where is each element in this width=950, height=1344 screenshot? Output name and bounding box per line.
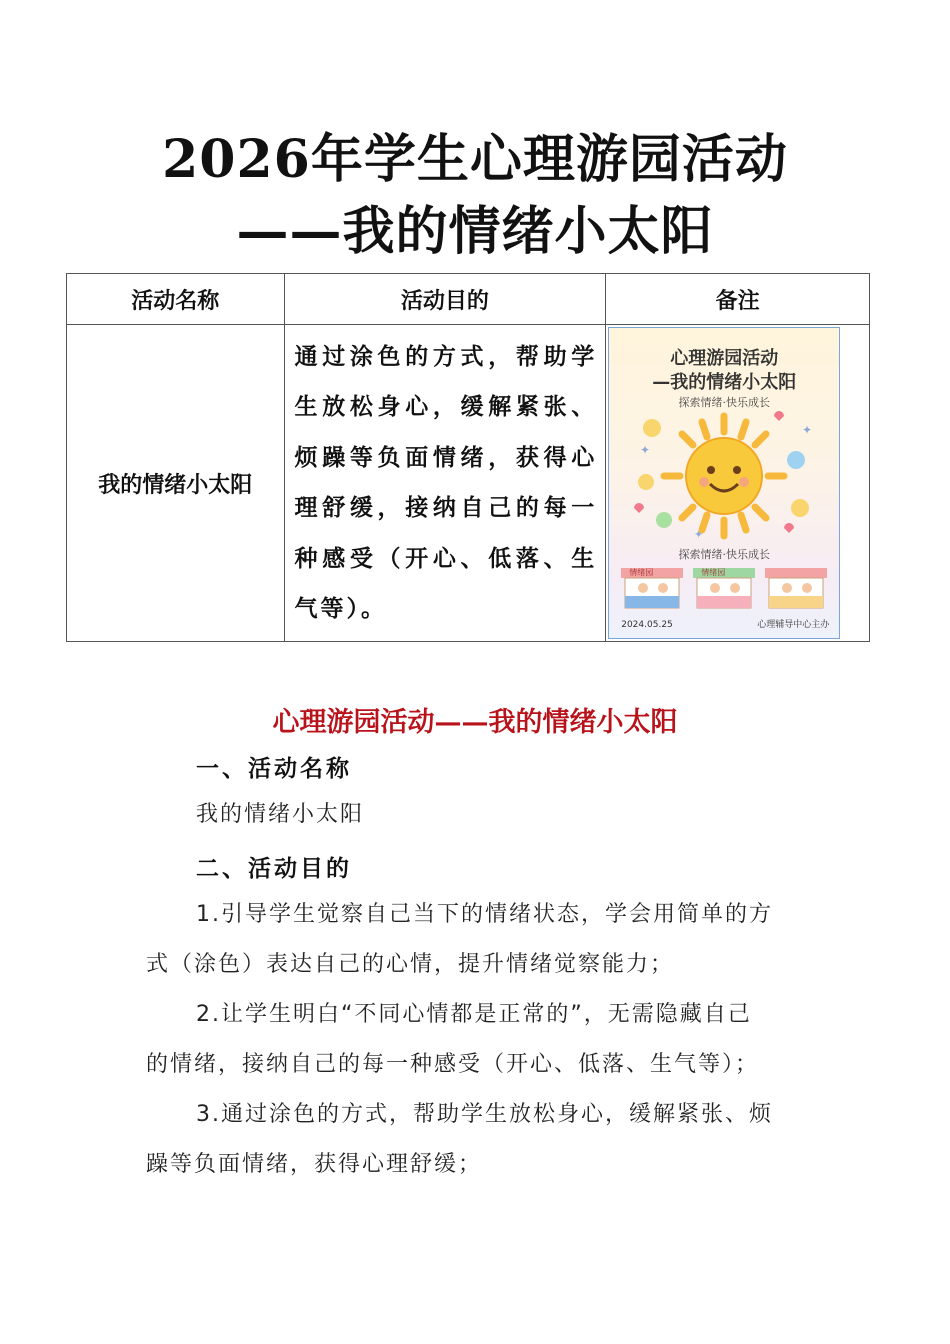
- goal-2-line-1: 2.让学生明白“不同心情都是正常的”，无需隐藏自己: [196, 1002, 752, 1027]
- header-activity-name: 活动名称: [67, 274, 285, 325]
- poster-title-1: 心理游园活动: [670, 348, 779, 369]
- sun-illustration-icon: [624, 408, 824, 543]
- header-notes: 备注: [606, 274, 870, 325]
- cell-activity-name: 我的情绪小太阳: [67, 325, 285, 642]
- poster-host: 心理辅导中心主办: [757, 620, 830, 630]
- poster-subtitle: 探索情绪·快乐成长: [678, 396, 770, 409]
- header-activity-goal: 活动目的: [284, 274, 606, 325]
- svg-text:✦: ✦: [694, 528, 704, 541]
- booth-label-2: 情绪园: [701, 568, 726, 577]
- svg-text:✦: ✦: [802, 423, 813, 437]
- goal-3-line-2: 躁等负面情绪，获得心理舒缓；: [146, 1152, 483, 1177]
- doc-title-line1: 2026年学生心理游园活动: [162, 129, 788, 190]
- section-heading: 心理游园活动——我的情绪小太阳: [272, 707, 678, 738]
- table-row: [67, 325, 870, 642]
- poster-subtitle-2: 探索情绪·快乐成长: [678, 548, 770, 561]
- cell-notes: [606, 325, 870, 642]
- table-header-row: [67, 274, 870, 325]
- svg-text:✦: ✦: [640, 443, 651, 457]
- section-1-title: 一、活动名称: [196, 756, 352, 782]
- activity-name-text: 我的情绪小太阳: [196, 802, 365, 827]
- activity-poster: [608, 327, 840, 639]
- goal-1-line-2: 式（涂色）表达自己的心情，提升情绪觉察能力；: [146, 952, 675, 977]
- cell-activity-goal: 通过涂色的方式，帮助学生放松身心，缓解紧张、烦躁等负面情绪，获得心理舒缓，接纳自己的每一种感受（开心、低落、生气等）。: [284, 325, 606, 642]
- goal-1-line-1: 1.引导学生觉察自己当下的情绪状态，学会用简单的方: [196, 902, 773, 927]
- poster-date: 2024.05.25: [621, 620, 673, 630]
- booth-label-1: 情绪园: [629, 568, 654, 577]
- poster-title-2: —我的情绪小太阳: [652, 372, 797, 393]
- section-2-title: 二、活动目的: [196, 856, 352, 882]
- goal-3-line-1: 3.通过涂色的方式，帮助学生放松身心，缓解紧张、烦: [196, 1102, 773, 1127]
- goal-2-line-2: 的情绪，接纳自己的每一种感受（开心、低落、生气等）；: [146, 1052, 760, 1077]
- activity-table: [66, 273, 870, 642]
- doc-title-line2: ——我的情绪小太阳: [236, 201, 714, 262]
